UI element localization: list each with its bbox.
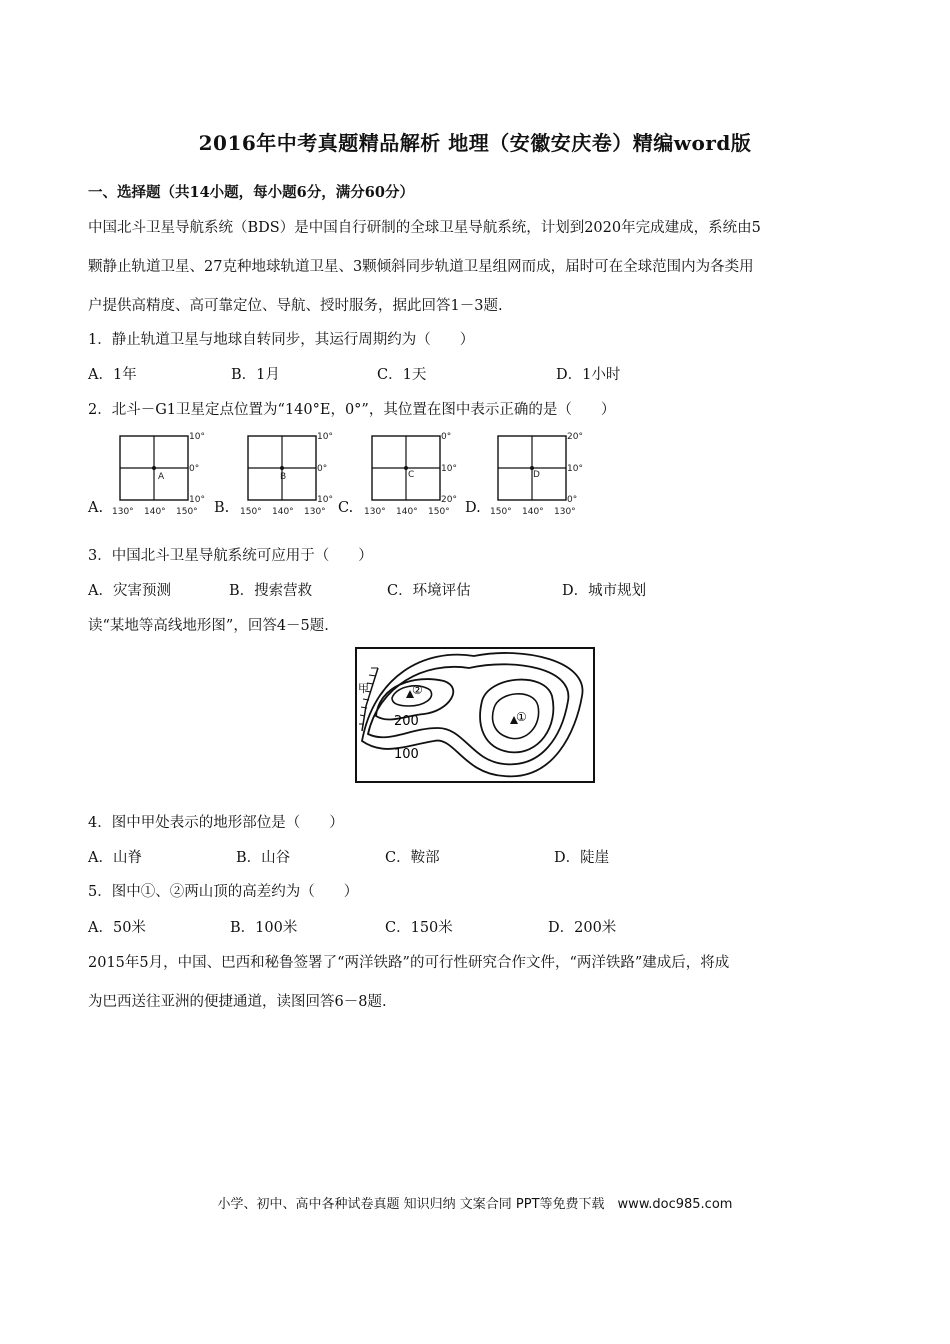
lat-label: 10° xyxy=(317,495,333,505)
lat-label: 20° xyxy=(441,495,457,505)
footer-text: 小学、初中、高中各种试卷真题 知识归纳 文案合同 PPT等免费下载 www.doc985.com xyxy=(217,1197,733,1212)
contour-200-label: 200 xyxy=(394,714,419,729)
peak-1-label: ① xyxy=(516,710,527,724)
option-c: C．鞍部 xyxy=(385,850,440,866)
lat-label: 10° xyxy=(441,464,457,474)
lat-label: 0° xyxy=(441,432,452,442)
contour-map-svg xyxy=(354,646,598,786)
grid-a-svg xyxy=(106,430,216,520)
lat-label: 10° xyxy=(189,495,205,505)
lon-label: 130° xyxy=(554,507,576,517)
lon-label: 130° xyxy=(364,507,386,517)
peak-2-label: ② xyxy=(412,683,423,697)
intro-2-line: 2015年5月，中国、巴西和秘鲁签署了“两洋铁路”的可行性研究合作文件，“两洋铁路”建成后，将成 xyxy=(88,955,730,971)
lon-label: 150° xyxy=(428,507,450,517)
option-a: A．山脊 xyxy=(88,850,142,866)
page-title: 2016年中考真题精品解析 地理（安徽安庆卷）精编word版 xyxy=(198,131,752,155)
lon-label: 150° xyxy=(240,507,262,517)
option-d: D．1小时 xyxy=(556,367,621,383)
option-b: B．山谷 xyxy=(236,850,291,866)
option-a: A．灾害预测 xyxy=(88,583,171,599)
grid-point-label: A xyxy=(158,472,165,482)
lon-label: 130° xyxy=(304,507,326,517)
section-heading: 一、选择题（共14小题，每小题6分，满分60分） xyxy=(88,184,414,201)
option-d: D．200米 xyxy=(548,920,617,936)
option-b: B．100米 xyxy=(230,920,298,936)
grid-option-label: C. xyxy=(338,500,354,516)
option-a: A．50米 xyxy=(88,920,146,936)
lon-label: 150° xyxy=(490,507,512,517)
lat-label: 10° xyxy=(189,432,205,442)
grid-c-svg xyxy=(358,430,468,520)
contour-map xyxy=(354,646,598,790)
option-c: C．150米 xyxy=(385,920,453,936)
read-instruction: 读“某地等高线地形图”，回答4－5题. xyxy=(88,618,329,634)
lat-label: 0° xyxy=(317,464,328,474)
grid-b-svg xyxy=(234,430,344,520)
lon-label: 150° xyxy=(176,507,198,517)
question-4-stem: 4．图中甲处表示的地形部位是（ ） xyxy=(88,815,344,831)
grid-point-label: C xyxy=(408,470,415,480)
grid-figure-b xyxy=(234,430,344,524)
option-c: C．1天 xyxy=(377,367,427,383)
grid-point xyxy=(152,466,156,470)
lat-label: 20° xyxy=(567,432,583,442)
intro-line: 中国北斗卫星导航系统（BDS）是中国自行研制的全球卫星导航系统，计划到2020年完成建成，系统由5 xyxy=(88,220,761,236)
lon-label: 140° xyxy=(396,507,418,517)
grid-figure-d xyxy=(484,430,594,524)
option-b: B．搜索营救 xyxy=(229,583,313,599)
option-b: B．1月 xyxy=(231,367,280,383)
option-c: C．环境评估 xyxy=(387,583,471,599)
question-2-stem: 2．北斗－G1卫星定点位置为“140°E，0°”，其位置在图中表示正确的是（ ） xyxy=(88,402,616,418)
grid-option-label: D. xyxy=(465,500,481,516)
jia-label: 甲 xyxy=(358,682,369,695)
question-1-stem: 1．静止轨道卫星与地球自转同步，其运行周期约为（ ） xyxy=(88,332,475,348)
intro-2-line: 为巴西送往亚洲的便捷通道，读图回答6－8题. xyxy=(88,994,387,1010)
intro-line: 户提供高精度、高可靠定位、导航、授时服务，据此回答1－3题. xyxy=(88,298,503,314)
option-a: A．1年 xyxy=(88,367,137,383)
lon-label: 140° xyxy=(144,507,166,517)
lat-label: 10° xyxy=(317,432,333,442)
grid-point xyxy=(280,466,284,470)
grid-d-svg xyxy=(484,430,594,520)
contour-100-label: 100 xyxy=(394,747,419,762)
option-d: D．陡崖 xyxy=(554,850,610,866)
grid-option-label: A. xyxy=(88,500,104,516)
grid-figure-c xyxy=(358,430,468,524)
grid-option-label: B. xyxy=(214,500,230,516)
question-5-stem: 5．图中①、②两山顶的高差约为（ ） xyxy=(88,884,359,900)
lon-label: 140° xyxy=(522,507,544,517)
lon-label: 140° xyxy=(272,507,294,517)
option-d: D．城市规划 xyxy=(562,583,647,599)
grid-point-label: D xyxy=(533,470,540,480)
lat-label: 0° xyxy=(189,464,200,474)
intro-line: 颗静止轨道卫星、27克种地球轨道卫星、3颗倾斜同步轨道卫星组网而成，届时可在全球范围内为各类用 xyxy=(88,259,754,275)
question-3-stem: 3．中国北斗卫星导航系统可应用于（ ） xyxy=(88,548,373,564)
lat-label: 10° xyxy=(567,464,583,474)
lon-label: 130° xyxy=(112,507,134,517)
lat-label: 0° xyxy=(567,495,578,505)
grid-point-label: B xyxy=(280,472,287,482)
grid-figure-a xyxy=(106,430,216,524)
